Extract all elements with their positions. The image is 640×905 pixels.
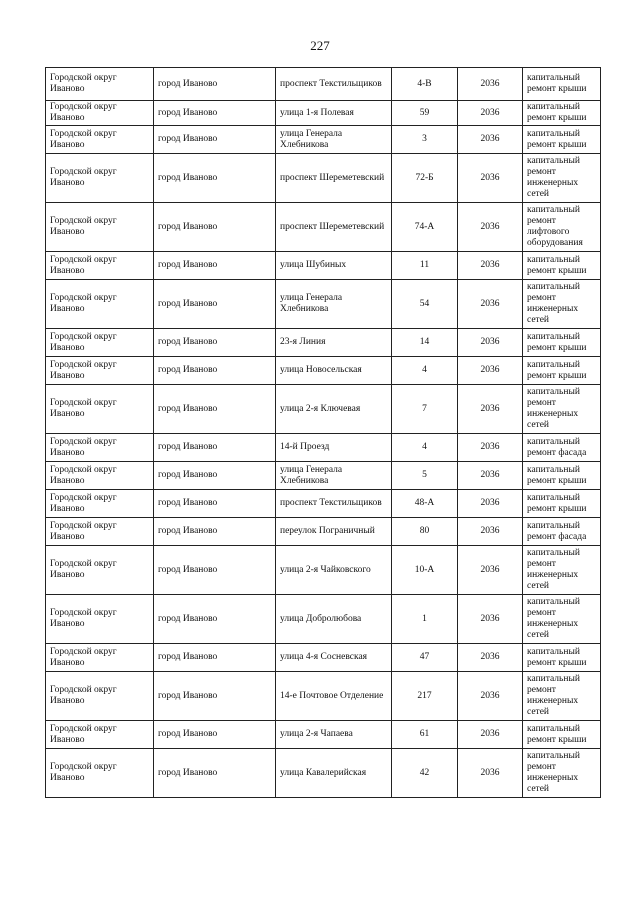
cell-okrug: Городской округ Иваново [46,329,154,357]
cell-street: улица 1-я Полевая [276,101,392,126]
cell-work: капитальный ремонт инженерных сетей [523,672,601,721]
cell-street: улица Шубиных [276,252,392,280]
cell-house: 217 [392,672,458,721]
cell-work: капитальный ремонт крыши [523,357,601,385]
cell-city: город Иваново [154,154,276,203]
cell-house: 14 [392,329,458,357]
cell-house: 80 [392,518,458,546]
table-row [46,385,601,434]
cell-okrug: Городской округ Иваново [46,126,154,154]
cell-okrug: Городской округ Иваново [46,462,154,490]
cell-year: 2036 [458,490,523,518]
cell-street: улица Добролюбова [276,595,392,644]
cell-street: переулок Пограничный [276,518,392,546]
cell-city: город Иваново [154,385,276,434]
cell-work: капитальный ремонт фасада [523,518,601,546]
cell-work: капитальный ремонт крыши [523,721,601,749]
cell-year: 2036 [458,280,523,329]
cell-okrug: Городской округ Иваново [46,203,154,252]
cell-work: капитальный ремонт инженерных сетей [523,385,601,434]
cell-year: 2036 [458,672,523,721]
cell-house: 74-А [392,203,458,252]
cell-okrug: Городской округ Иваново [46,749,154,798]
cell-okrug: Городской округ Иваново [46,546,154,595]
table-row [46,721,601,749]
cell-city: город Иваново [154,280,276,329]
cell-house: 5 [392,462,458,490]
table-row [46,329,601,357]
cell-year: 2036 [458,385,523,434]
cell-house: 4 [392,434,458,462]
cell-year: 2036 [458,252,523,280]
cell-year: 2036 [458,68,523,101]
cell-work: капитальный ремонт крыши [523,490,601,518]
table-row [46,126,601,154]
cell-house: 7 [392,385,458,434]
cell-city: город Иваново [154,101,276,126]
repair-schedule-table [45,67,601,798]
cell-okrug: Городской округ Иваново [46,490,154,518]
cell-okrug: Городской округ Иваново [46,644,154,672]
table-row [46,252,601,280]
cell-street: 23-я Линия [276,329,392,357]
cell-house: 11 [392,252,458,280]
cell-house: 1 [392,595,458,644]
cell-okrug: Городской округ Иваново [46,721,154,749]
cell-house: 4 [392,357,458,385]
cell-city: город Иваново [154,749,276,798]
cell-city: город Иваново [154,518,276,546]
cell-house: 4-В [392,68,458,101]
cell-year: 2036 [458,154,523,203]
cell-year: 2036 [458,546,523,595]
cell-work: капитальный ремонт фасада [523,434,601,462]
table-row [46,518,601,546]
cell-city: город Иваново [154,644,276,672]
cell-okrug: Городской округ Иваново [46,280,154,329]
cell-work: капитальный ремонт крыши [523,644,601,672]
table-row [46,749,601,798]
cell-street: улица 2-я Ключевая [276,385,392,434]
cell-okrug: Городской округ Иваново [46,595,154,644]
cell-city: город Иваново [154,672,276,721]
table-row [46,434,601,462]
cell-city: город Иваново [154,595,276,644]
cell-work: капитальный ремонт крыши [523,68,601,101]
cell-city: город Иваново [154,357,276,385]
cell-street: проспект Текстильщиков [276,490,392,518]
cell-house: 42 [392,749,458,798]
cell-work: капитальный ремонт инженерных сетей [523,749,601,798]
cell-work: капитальный ремонт инженерных сетей [523,280,601,329]
cell-city: город Иваново [154,546,276,595]
cell-year: 2036 [458,101,523,126]
cell-city: город Иваново [154,329,276,357]
cell-street: улица Генерала Хлебникова [276,280,392,329]
cell-okrug: Городской округ Иваново [46,101,154,126]
cell-city: город Иваново [154,721,276,749]
cell-house: 47 [392,644,458,672]
cell-city: город Иваново [154,126,276,154]
cell-work: капитальный ремонт лифтового оборудования [523,203,601,252]
cell-city: город Иваново [154,203,276,252]
cell-okrug: Городской округ Иваново [46,154,154,203]
cell-street: проспект Текстильщиков [276,68,392,101]
cell-year: 2036 [458,434,523,462]
cell-year: 2036 [458,357,523,385]
table-row [46,462,601,490]
cell-work: капитальный ремонт инженерных сетей [523,595,601,644]
cell-year: 2036 [458,203,523,252]
cell-street: проспект Шереметевский [276,203,392,252]
cell-year: 2036 [458,126,523,154]
table-row [46,490,601,518]
cell-year: 2036 [458,644,523,672]
cell-work: капитальный ремонт крыши [523,462,601,490]
table-body [46,68,601,798]
cell-house: 54 [392,280,458,329]
table-row [46,595,601,644]
table-row [46,546,601,595]
cell-street: улица 4-я Сосневская [276,644,392,672]
cell-work: капитальный ремонт инженерных сетей [523,154,601,203]
cell-year: 2036 [458,749,523,798]
cell-year: 2036 [458,595,523,644]
cell-house: 48-А [392,490,458,518]
cell-okrug: Городской округ Иваново [46,252,154,280]
cell-okrug: Городской округ Иваново [46,434,154,462]
cell-city: город Иваново [154,490,276,518]
cell-work: капитальный ремонт крыши [523,329,601,357]
cell-street: улица Генерала Хлебникова [276,126,392,154]
cell-street: улица 2-я Чапаева [276,721,392,749]
cell-street: улица 2-я Чайковского [276,546,392,595]
cell-work: капитальный ремонт крыши [523,126,601,154]
cell-okrug: Городской округ Иваново [46,68,154,101]
cell-house: 59 [392,101,458,126]
cell-work: капитальный ремонт крыши [523,101,601,126]
cell-year: 2036 [458,329,523,357]
cell-street: 14-е Почтовое Отделение [276,672,392,721]
cell-street: 14-й Проезд [276,434,392,462]
cell-okrug: Городской округ Иваново [46,357,154,385]
cell-house: 10-А [392,546,458,595]
cell-house: 61 [392,721,458,749]
table-row [46,154,601,203]
table-row [46,357,601,385]
cell-work: капитальный ремонт инженерных сетей [523,546,601,595]
cell-okrug: Городской округ Иваново [46,518,154,546]
cell-work: капитальный ремонт крыши [523,252,601,280]
table-row [46,101,601,126]
cell-street: проспект Шереметевский [276,154,392,203]
cell-street: улица Новосельская [276,357,392,385]
table-row [46,644,601,672]
cell-house: 72-Б [392,154,458,203]
cell-city: город Иваново [154,252,276,280]
cell-street: улица Кавалерийская [276,749,392,798]
cell-city: город Иваново [154,68,276,101]
cell-house: 3 [392,126,458,154]
page-number: 227 [310,38,330,53]
table-row [46,672,601,721]
cell-year: 2036 [458,721,523,749]
cell-street: улица Генерала Хлебникова [276,462,392,490]
cell-city: город Иваново [154,434,276,462]
table-row [46,68,601,101]
cell-year: 2036 [458,462,523,490]
table-row [46,203,601,252]
cell-year: 2036 [458,518,523,546]
table-row [46,280,601,329]
cell-okrug: Городской округ Иваново [46,385,154,434]
cell-city: город Иваново [154,462,276,490]
cell-okrug: Городской округ Иваново [46,672,154,721]
